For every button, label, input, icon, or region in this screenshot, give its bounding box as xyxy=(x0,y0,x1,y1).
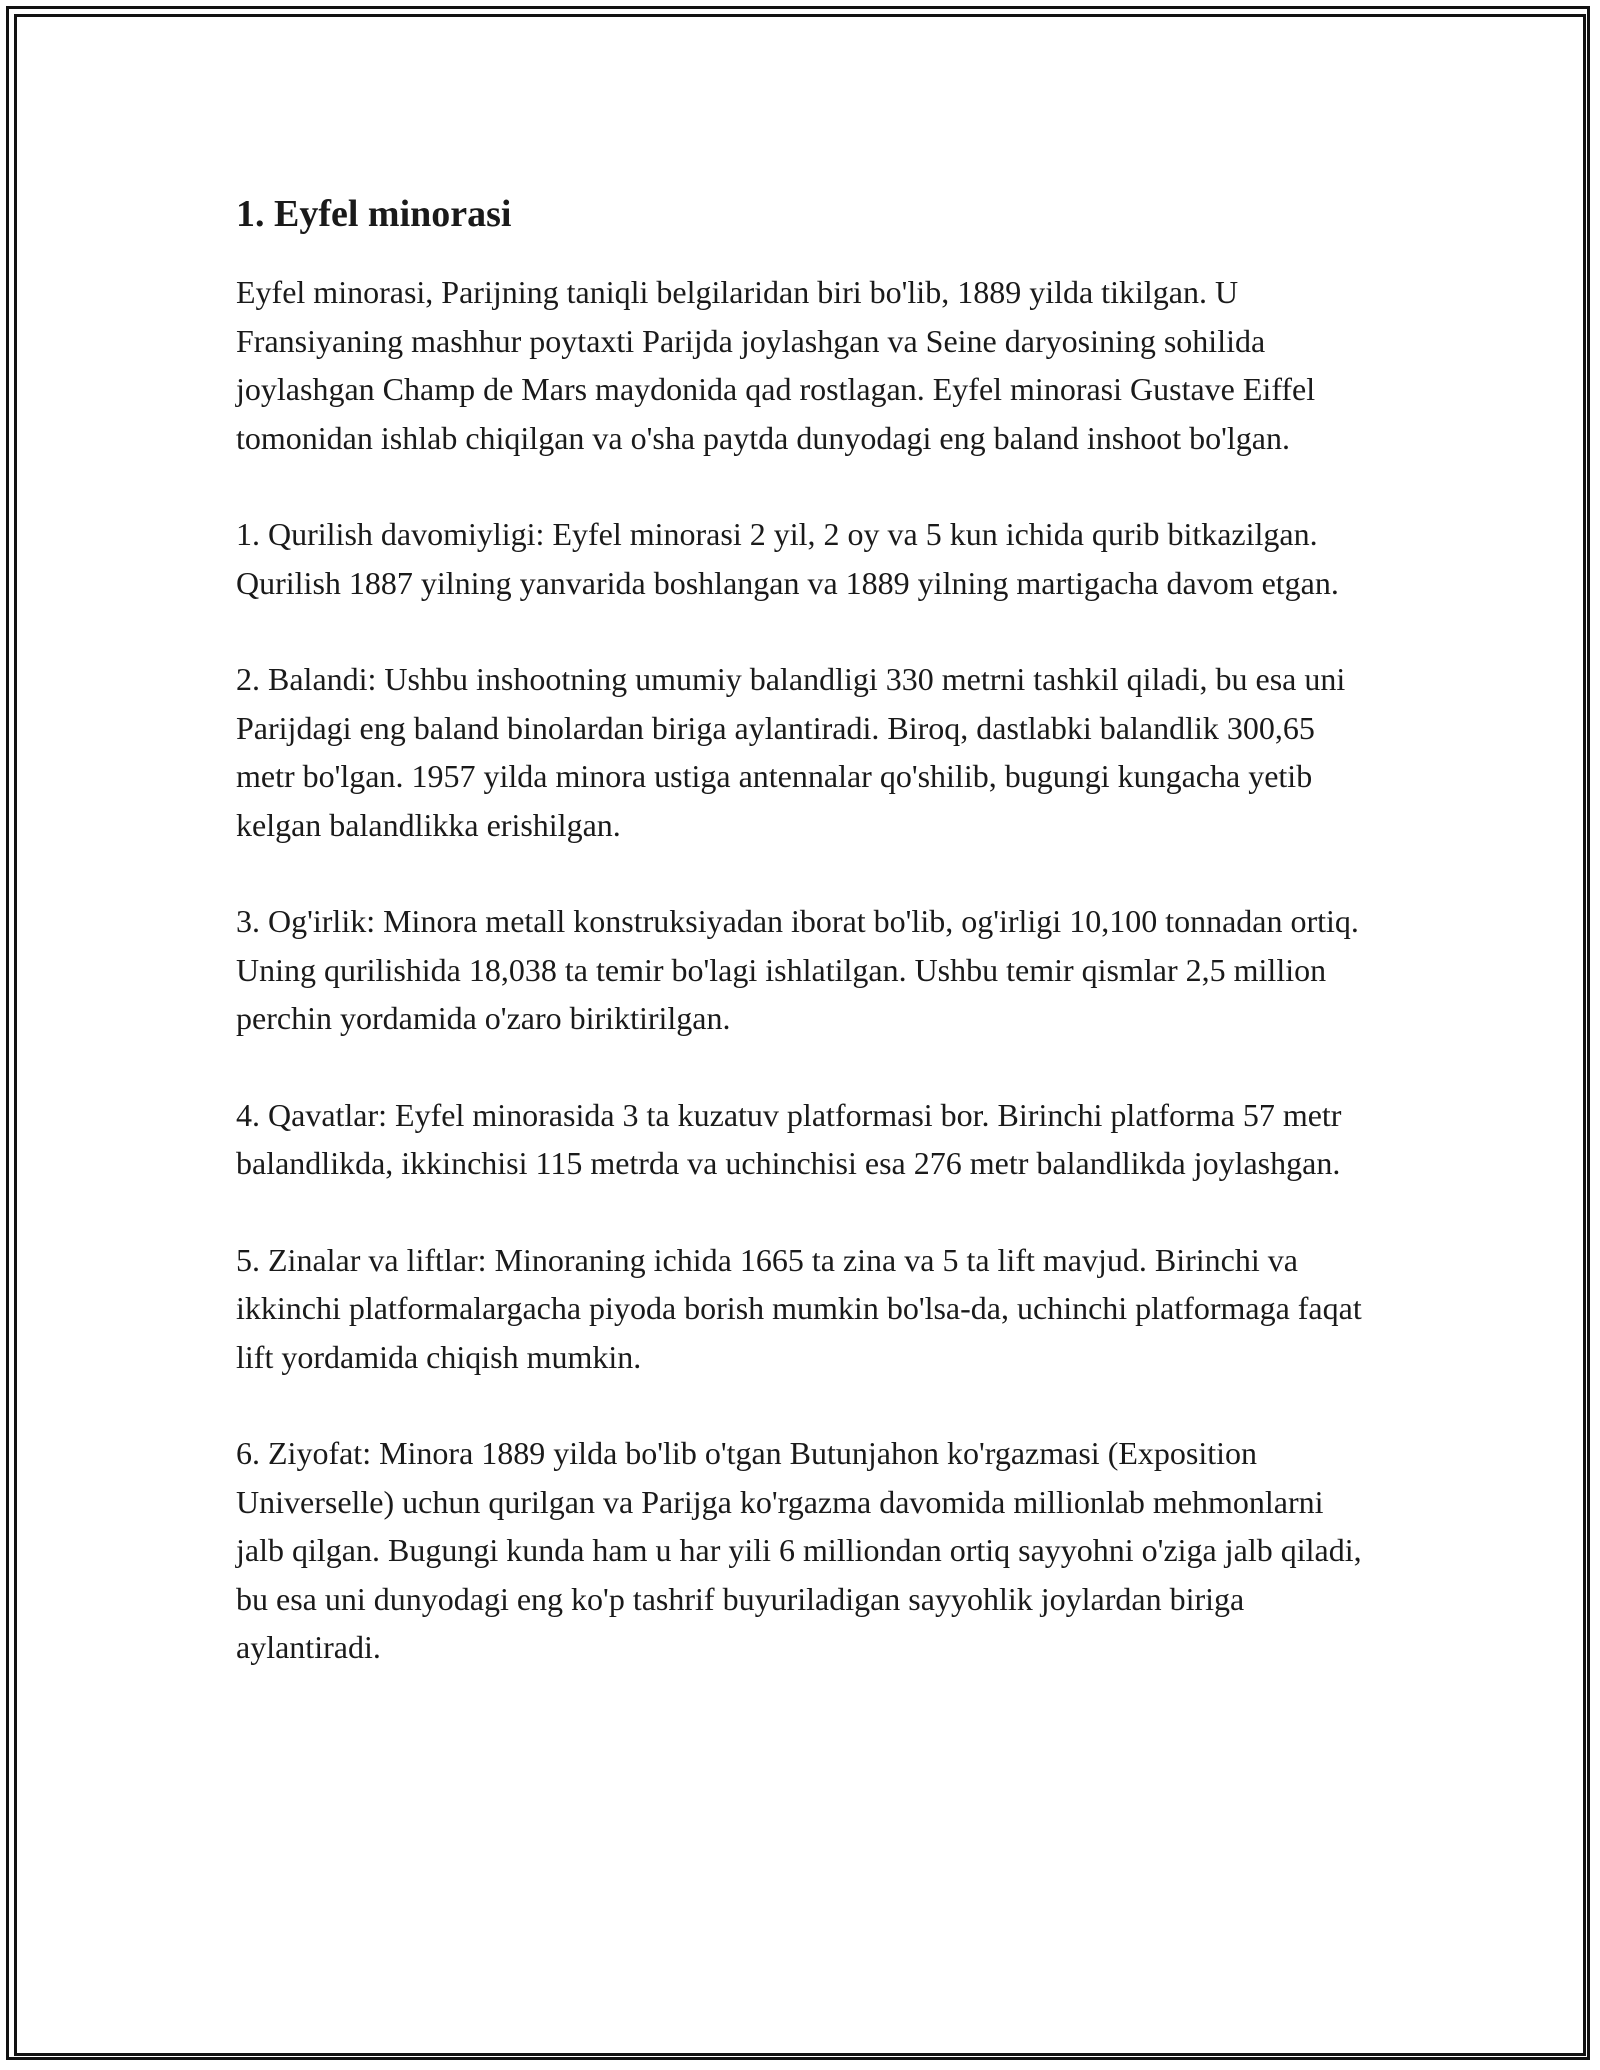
paragraph-floors: 4. Qavatlar: Eyfel minorasida 3 ta kuzatuv platformasi bor. Birinchi platforma 57 metr balandlikda, ikkinchisi 115 metrda va uchinchisi esa 276 metr balandlikda joylashgan. xyxy=(236,1096,1342,1181)
intro-paragraph: Eyfel minorasi, Parijning taniqli belgilaridan biri bo'lib, 1889 yilda tikilgan. U Fransiyaning mashhur poytaxti Parijda joylashgan va Seine daryosining sohilida joylashgan Champ de Mars maydonida qad rostlagan. Eyfel minorasi Gustave Eiffel tomonidan ishlab chiqilgan va o'sha paytda dunyodagi eng baland inshoot bo'lgan. xyxy=(236,274,1316,456)
paragraph-height: 2. Balandi: Ushbu inshootning umumiy balandligi 330 metrni tashkil qiladi, bu esa uni Parijdagi eng baland binolardan biriga aylantiradi. Biroq, dastlabki balandlik 300,65 metr bo'lgan. 1957 yilda minora ustiga antennalar qo'shilib, bugungi kungacha yetib kelgan balandlikka erishilgan. xyxy=(236,661,1346,843)
document-page xyxy=(236,188,1366,1720)
paragraph-visitors: 6. Ziyofat: Minora 1889 yilda bo'lib o'tgan Butunjahon ko'rgazmasi (Exposition Universelle) uchun qurilgan va Parijga ko'rgazma davomida millionlab mehmonlarni jalb qilgan. Bugungi kunda ham u har yili 6 milliondan ortiq sayyohni o'ziga jalb qiladi, bu esa uni dunyodagi eng ko'p tashrif buyuriladigan sayyohlik joylardan biriga aylantiradi. xyxy=(236,1435,1362,1665)
paragraph-stairs-elevators: 5. Zinalar va liftlar: Minoraning ichida 1665 ta zina va 5 ta lift mavjud. Birinchi va ikkinchi platformalargacha piyoda borish mumkin bo'lsa-da, uchinchi platformaga faqat lift yordamida chiqish mumkin. xyxy=(236,1241,1362,1375)
paragraph-construction-duration: 1. Qurilish davomiyligi: Eyfel minorasi 2 yil, 2 oy va 5 kun ichida qurib bitkazilgan. Qurilish 1887 yilning yanvarida boshlangan va 1889 yilning martigacha davom etgan. xyxy=(236,516,1339,601)
paragraph-weight: 3. Og'irlik: Minora metall konstruksiyadan iborat bo'lib, og'irligi 10,100 tonnadan ortiq. Uning qurilishida 18,038 ta temir bo'lagi ishlatilgan. Ushbu temir qismlar 2,5 million perchin yordamida o'zaro biriktirilgan. xyxy=(236,903,1359,1036)
document-title: 1. Eyfel minorasi xyxy=(236,193,512,235)
